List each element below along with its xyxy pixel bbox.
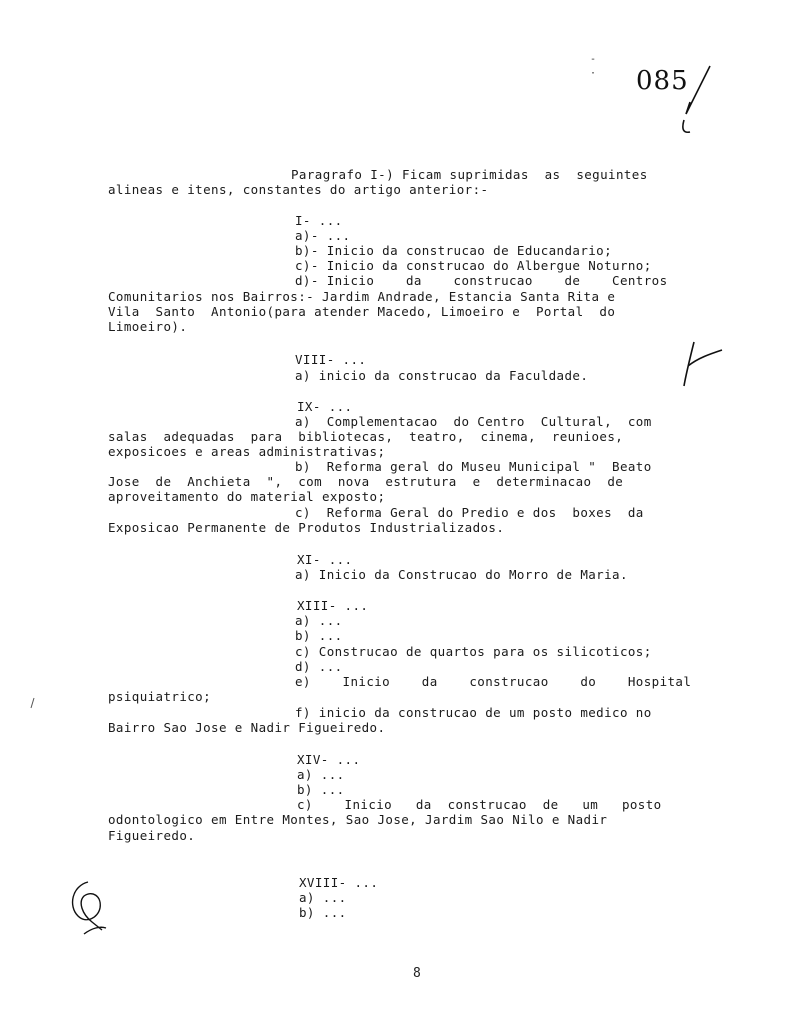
list-item-line: aproveitamento do material exposto; xyxy=(108,489,386,504)
margin-tick-mark xyxy=(28,696,38,710)
list-item-line: Limoeiro). xyxy=(108,319,188,334)
list-item-line: b) ... xyxy=(295,628,343,643)
list-item-line: f) inicio da construcao de um posto medico no xyxy=(295,705,652,720)
list-item-line: XIII- ... xyxy=(297,598,369,613)
list-item-line: salas adequadas para bibliotecas, teatro, cinema, reunioes, xyxy=(108,429,624,444)
page-number: 8 xyxy=(413,966,421,981)
list-item-line: a)- ... xyxy=(295,228,351,243)
list-item-line: VIII- ... xyxy=(295,352,367,367)
page-stamp-number: 085 xyxy=(636,66,689,96)
list-item-line: b) Reforma geral do Museu Municipal " Beato xyxy=(295,459,652,474)
list-item-line: Bairro Sao Jose e Nadir Figueiredo. xyxy=(108,720,386,735)
margin-mark: - xyxy=(590,54,597,65)
list-item-line: Figueiredo. xyxy=(108,828,196,843)
list-item-line: b) ... xyxy=(299,905,347,920)
paragraph-line: Paragrafo I-) Ficam suprimidas as seguintes xyxy=(291,167,648,182)
list-item-line: a) ... xyxy=(297,767,345,782)
handwritten-signature-mark xyxy=(62,872,122,944)
list-item-line: c) Reforma Geral do Predio e dos boxes da xyxy=(295,505,644,520)
list-item-line: d)- Inicio da construcao de Centros xyxy=(295,273,668,288)
stamp-signature-mark xyxy=(668,62,718,142)
paragraph-line: alineas e itens, constantes do artigo anterior:- xyxy=(108,182,489,197)
list-item-line: XIV- ... xyxy=(297,752,361,767)
list-item-line: Vila Santo Antonio(para atender Macedo, Limoeiro e Portal do xyxy=(108,304,616,319)
list-item-line: I- ... xyxy=(295,213,343,228)
list-item-line: b) ... xyxy=(297,782,345,797)
list-item-line: b)- Inicio da construcao de Educandario; xyxy=(295,243,613,258)
list-item-line: a) ... xyxy=(299,890,347,905)
list-item-line: IX- ... xyxy=(297,399,353,414)
list-item-line: a) Complementacao do Centro Cultural, com xyxy=(295,414,652,429)
list-item-line: a) ... xyxy=(295,613,343,628)
list-item-line: XI- ... xyxy=(297,552,353,567)
list-item-line: d) ... xyxy=(295,659,343,674)
list-item-line: c)- Inicio da construcao do Albergue Noturno; xyxy=(295,258,652,273)
margin-mark: · xyxy=(590,68,597,79)
list-item-line: a) inicio da construcao da Faculdade. xyxy=(295,368,589,383)
handwritten-initial-mark xyxy=(676,336,728,392)
list-item-line: psiquiatrico; xyxy=(108,689,212,704)
list-item-line: Comunitarios nos Bairros:- Jardim Andrade, Estancia Santa Rita e xyxy=(108,289,616,304)
list-item-line: c) Inicio da construcao de um posto xyxy=(297,797,662,812)
list-item-line: XVIII- ... xyxy=(299,875,379,890)
list-item-line: a) Inicio da Construcao do Morro de Maria. xyxy=(295,567,628,582)
list-item-line: Jose de Anchieta ", com nova estrutura e determinacao de xyxy=(108,474,624,489)
list-item-line: c) Construcao de quartos para os silicoticos; xyxy=(295,644,652,659)
list-item-line: exposicoes e areas administrativas; xyxy=(108,444,386,459)
list-item-line: e) Inicio da construcao do Hospital xyxy=(295,674,692,689)
list-item-line: Exposicao Permanente de Produtos Industrializados. xyxy=(108,520,505,535)
list-item-line: odontologico em Entre Montes, Sao Jose, Jardim Sao Nilo e Nadir xyxy=(108,812,608,827)
